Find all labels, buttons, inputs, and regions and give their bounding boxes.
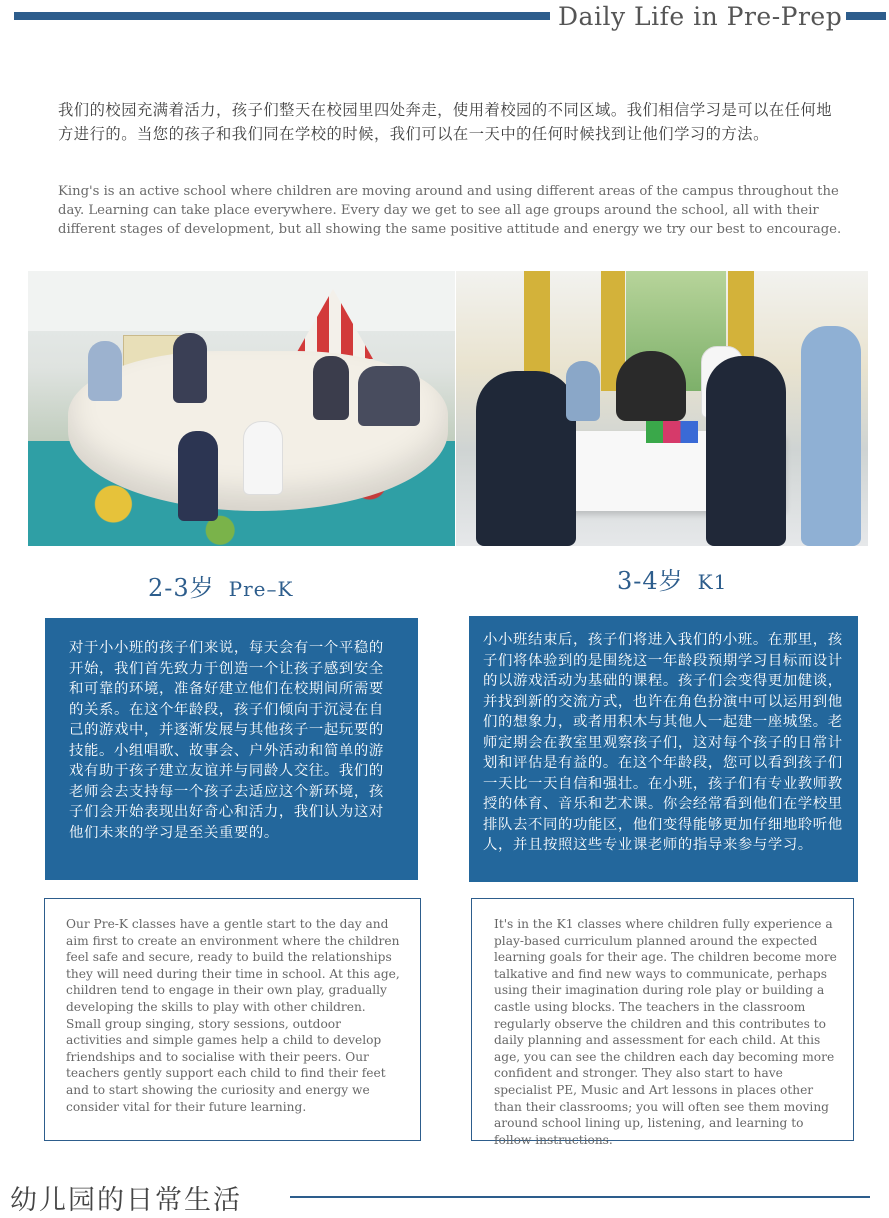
prek-classroom-photo [28, 271, 455, 546]
intro-chinese: 我们的校园充满着活力，孩子们整天在校园里四处奔走，使用着校园的不同区域。我们相信学习是可以在任何地方进行的。当您的孩子和我们同在学校的时候，我们可以在一天中的任何时候找到让他们学习的方法。 [58, 101, 833, 143]
footer-rule [290, 1196, 870, 1198]
child [88, 341, 122, 401]
child [178, 431, 218, 521]
child [706, 356, 786, 546]
page-title: Daily Life in Pre-Prep [558, 2, 843, 31]
child [358, 366, 420, 426]
teacher [616, 351, 686, 421]
prek-title [148, 568, 293, 603]
header-rule-end [846, 12, 886, 20]
footer-title: 幼儿园的日常生活 [10, 1185, 242, 1216]
child [313, 356, 349, 420]
intro-english: King's is an active school where children are moving around and using different areas of the campus throughout the day. Learning can take place everywhere. Every day we get to see all age groups around the school, all with their different stages of development, but all showing the same positive attitude and energy we try our best to encourage. [58, 184, 842, 237]
child [476, 371, 576, 546]
k1-level: K1 [697, 570, 728, 594]
prek-age: 2-3岁 [148, 574, 215, 602]
k1-chinese-box: 小小班结束后，孩子们将进入我们的小班。在那里，孩子们将体验到的是围绕这一年龄段预期学习目标而设计的以游戏活动为基础的课程。孩子们会变得更加健谈，并找到新的交流方式，也许在角色扮演中可以运用到他们的想象力，或者用积木与其他人一起建一座城堡。老师定期会在教室里观察孩子们，这对每个孩子的日常计划和评估是有益的。在这个年龄段，您可以看到孩子们一天比一天自信和强壮。在小班，孩子们有专业教师教授的体育、音乐和艺术课。你会经常看到他们在学校里排队去不同的功能区，他们变得能够更加仔细地聆听他人，并且按照这些专业课老师的指导来参与学习。 [469, 616, 858, 882]
blocks [646, 421, 698, 443]
k1-english-box: It's in the K1 classes where children fully experience a play-based curriculum planned around the expected learning goals for their age. The children become more talkative and find new ways to communicate, perhaps using their imagination during role play or building a castle using blocks. The teachers in the classroom regularly observe the children and this contributes to daily planning and assessment for each child. At this age, you can see the children each day becoming more confident and stronger. They also start to have specialist PE, Music and Art lessons in places other than their classrooms; you will often see them moving around school lining up, listening, and learning to follow instructions. [471, 898, 854, 1141]
prek-chinese-box: 对于小小班的孩子们来说，每天会有一个平稳的开始，我们首先致力于创造一个让孩子感到安全和可靠的环境，准备好建立他们在校期间所需要的关系。在这个年龄段，孩子们倾向于沉浸在自己的游戏中，并逐渐发展与其他孩子一起玩要的技能。小组唱歌、故事会、户外活动和简单的游戏有助于孩子建立友谊并与同龄人交往。我们的老师会去支持每一个孩子去适应这个新环境，孩子们会开始表现出好奇心和活力，我们认为这对他们未来的学习是至关重要的。 [45, 618, 418, 880]
header-rule [14, 12, 550, 20]
child [566, 361, 600, 421]
child [801, 326, 861, 546]
wall-window [28, 271, 455, 331]
k1-age: 3-4岁 [617, 567, 684, 595]
k1-classroom-photo [456, 271, 868, 546]
prek-english-box: Our Pre-K classes have a gentle start to the day and aim first to create an environment where the children feel safe and secure, ready to build the relationships they will need during their time in school. At this age, children tend to engage in their own play, gradually developing the skills to play with other children. Small group singing, story sessions, outdoor activities and simple games help a child to develop friendships and to socialise with their peers. Our teachers gently support each child to find their feet and to start showing the curiosity and energy we consider vital for their future learning. [44, 898, 421, 1141]
child [243, 421, 283, 495]
child [173, 333, 207, 403]
k1-title [617, 561, 727, 596]
prek-level: Pre–K [228, 577, 294, 601]
